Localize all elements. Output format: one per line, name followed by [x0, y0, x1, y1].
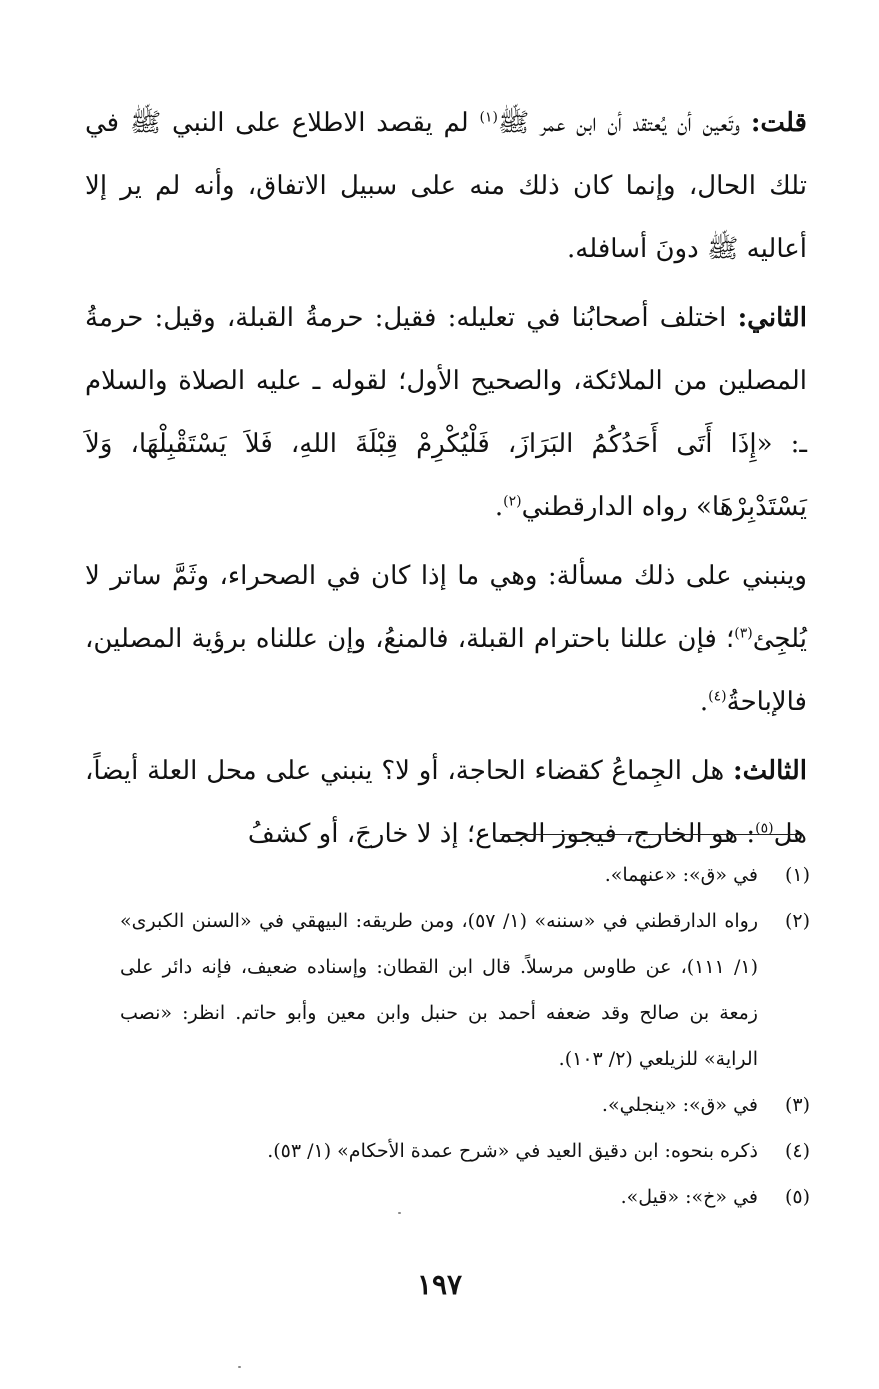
paragraph-lead: الثالث: [733, 756, 807, 786]
scan-speck [238, 1366, 241, 1368]
footnote-number: (٢) [784, 910, 810, 932]
footnote-2 [120, 898, 810, 1082]
footnote-3 [120, 1082, 810, 1128]
footnote-ref-5: (٥) [755, 820, 774, 837]
footnote-4 [120, 1128, 810, 1174]
footnote-separator [500, 834, 802, 835]
scan-speck [398, 1212, 401, 1214]
footnotes [120, 852, 810, 1220]
footnote-ref-4: (٤) [708, 688, 727, 705]
paragraph-third: الثالث: هل الجِماعُ كقضاء الحاجة، أو لا؟ ينبني على محل العلة أيضاً، هل$^{(٥)}$: هو الخارج، فيجوز الجماع؛ إذ لا خارجَ، أو كشفُ [85, 756, 807, 849]
footnote-5 [120, 1174, 810, 1220]
footnote-ref-3: (٣) [734, 625, 753, 642]
footnote-1 [120, 852, 810, 898]
footnote-text: رواه الدارقطني في «سننه» (١/ ٥٧)، ومن طريقه: البيهقي في «السنن الكبرى» (١/ ١١١)، عن طاوس مرسلاً. قال ابن القطان: وإسناده ضعيف، فإنه دائر على زمعة بن صالح وقد ضعفه أحمد بن حنبل وابن معين وأبو حاتم. انظر: «نصب الراية» للزيلعي (٢/ ١٠٣). [120, 910, 758, 1070]
footnote-text: ذكره بنحوه: ابن دقيق العيد في «شرح عمدة الأحكام» (١/ ٥٣). [267, 1140, 758, 1162]
footnote-ref-1: (١) [479, 109, 498, 126]
main-text [85, 92, 807, 866]
paragraph-mas-ala: وينبني على ذلك مسألة: وهي ما إذا كان في الصحراء، وثَمَّ ساتر لا يُلجِئ$^{(٣)}$؛ فإن عللنا باحترام القبلة، فالمنعُ، وإن عللناه برؤية المصلين، فالإباحةُ$^{(٤)}$. [85, 561, 807, 717]
footnote-text: في «ق»: «ينجلي». [601, 1094, 758, 1116]
footnote-text: في «خ»: «قيل». [620, 1186, 758, 1208]
paragraph-qult: قلت: وتَعين أن يُعتقد أن ابن عمر ﷺ$^{(١)}$ لم يقصد الاطلاع على النبي ﷺ في تلك الحال، وإنما كان ذلك منه على سبيل الاتفاق، وأنه لم ير إلا أعاليه ﷺ دونَ أسافله. [85, 108, 807, 264]
footnote-number: (١) [784, 864, 810, 886]
paragraph-second: الثاني: اختلف أصحابُنا في تعليله: فقيل: حرمةُ القبلة، وقيل: حرمةُ المصلين من الملائكة، والصحيح الأول؛ لقوله ـ عليه الصلاة والسلام ـ: «إِذَا أَتَى أَحَدُكُمُ البَرَازَ، فَلْيُكْرِمْ قِبْلَةَ اللهِ، فَلاَ يَسْتَقْبِلْهَا، وَلاَ يَسْتَدْبِرْهَا» رواه الدارقطني$^{(٢)}$. [85, 303, 807, 522]
footnote-number: (٥) [784, 1186, 810, 1208]
footnote-number: (٣) [784, 1094, 810, 1116]
page-number: ١٩٧ [416, 1268, 463, 1301]
paragraph-lead: قلت: [750, 108, 807, 138]
paragraph-lead: الثاني: [737, 303, 807, 333]
footnote-text: في «ق»: «عنهما». [604, 864, 758, 886]
footnote-number: (٤) [784, 1140, 810, 1162]
footnote-ref-2: (٢) [503, 493, 522, 510]
